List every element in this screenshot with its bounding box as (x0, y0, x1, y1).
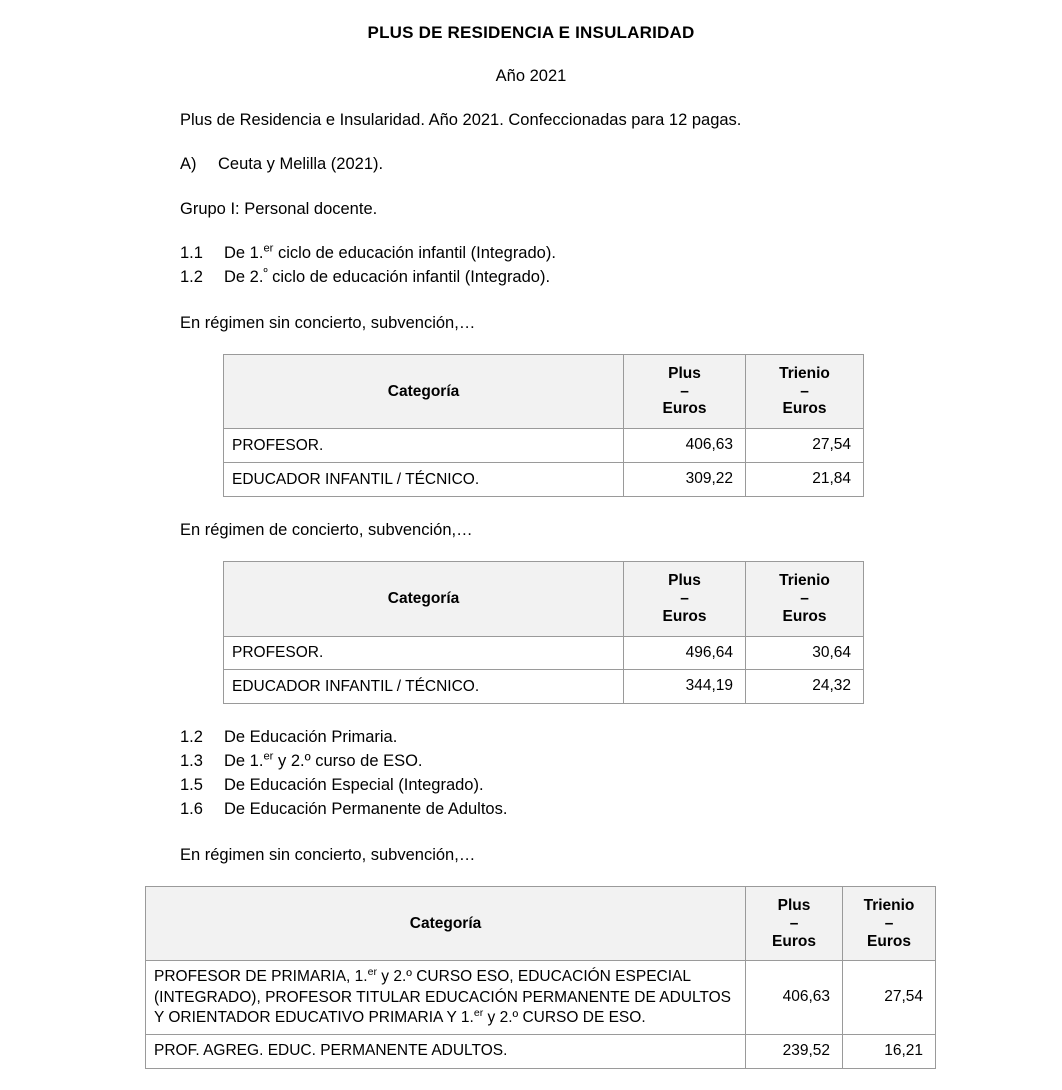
header-plus-label: Plus (777, 897, 811, 915)
header-euros: Euros (662, 400, 707, 418)
list-item (180, 242, 1062, 266)
table-row (224, 463, 864, 497)
cell-plus: 406,63 (624, 429, 746, 463)
list-item (180, 750, 1062, 774)
list-infantil (0, 242, 1062, 290)
table-row (146, 961, 936, 1034)
cell-text-part1: PROFESOR DE PRIMARIA, 1. (154, 968, 368, 986)
list-item-number: 1.2 (180, 267, 203, 286)
list-item-text-pre: De 2. (224, 267, 264, 286)
cell-text-part3: y 2.º CURSO DE ESO. (483, 1008, 646, 1026)
cell-categoria: PROFESOR. (224, 429, 624, 463)
table-sin-concierto-infantil (223, 354, 864, 497)
cell-trienio: 27,54 (843, 961, 936, 1034)
list-item-number: 1.6 (180, 800, 203, 819)
table-header-row (146, 887, 936, 961)
cell-categoria: EDUCADOR INFANTIL / TÉCNICO. (224, 463, 624, 497)
table-de-concierto-infantil (223, 561, 864, 704)
header-dash: – (680, 382, 689, 400)
table-row (224, 429, 864, 463)
table-row (224, 670, 864, 704)
group-heading: Grupo I: Personal docente. (180, 199, 378, 218)
header-dash: – (884, 915, 894, 933)
list-item-text-pre: De 1. (224, 752, 264, 771)
cell-trienio: 27,54 (746, 429, 864, 463)
cell-plus: 309,22 (624, 463, 746, 497)
header-dash: – (680, 590, 689, 608)
table-sin-concierto-primaria (145, 886, 936, 1069)
cell-plus: 344,19 (624, 670, 746, 704)
table-row (146, 1034, 936, 1068)
list-item-number: 1.5 (180, 776, 203, 795)
list-item-text-post: ciclo de educación infantil (Integrado). (273, 244, 556, 262)
list-item (180, 726, 1062, 750)
caption-sin-concierto-1: En régimen sin concierto, subvención,… (180, 313, 476, 332)
list-primaria (0, 726, 1062, 822)
list-item-text-post: y 2.º curso de ESO. (273, 752, 423, 771)
intro-paragraph: Plus de Residencia e Insularidad. Año 2021. Confeccionadas para 12 pagas. (180, 111, 742, 130)
list-item-number: 1.3 (180, 752, 203, 771)
table-row (224, 636, 864, 670)
header-plus (624, 355, 746, 429)
header-plus-label: Plus (668, 365, 701, 383)
list-item-number: 1.2 (180, 728, 203, 747)
cell-trienio: 24,32 (746, 670, 864, 704)
cell-categoria: PROF. AGREG. EDUC. PERMANENTE ADULTOS. (146, 1034, 746, 1068)
list-item-text-pre: De Educación Especial (Integrado). (224, 776, 484, 795)
cell-trienio: 21,84 (746, 463, 864, 497)
cell-sup-2: er (473, 1006, 484, 1019)
cell-sup-1: er (367, 966, 377, 979)
table-header-row (224, 355, 864, 429)
caption-de-concierto: En régimen de concierto, subvención,… (180, 521, 473, 540)
cell-trienio: 16,21 (843, 1034, 936, 1068)
header-dash: – (789, 915, 799, 933)
list-item (180, 798, 1062, 822)
header-euros: Euros (867, 932, 911, 950)
cell-plus: 239,52 (746, 1034, 843, 1068)
section-a-label: A) (180, 155, 197, 174)
header-plus (624, 562, 746, 636)
cell-categoria: PROFESOR. (224, 636, 624, 670)
cell-plus: 496,64 (624, 636, 746, 670)
header-trienio (746, 562, 864, 636)
header-categoria: Categoría (146, 887, 746, 961)
list-item (180, 266, 1062, 290)
list-item-sup: º (263, 266, 268, 279)
header-trienio (746, 355, 864, 429)
header-trienio-label: Trienio (863, 897, 915, 915)
page-title: PLUS DE RESIDENCIA E INSULARIDAD (367, 23, 695, 42)
header-euros: Euros (782, 400, 827, 418)
header-trienio-label: Trienio (779, 365, 830, 383)
header-categoria: Categoría (224, 355, 624, 429)
cell-plus: 406,63 (746, 961, 843, 1034)
header-dash: – (800, 590, 809, 608)
list-item-sup: er (263, 750, 274, 763)
header-plus-label: Plus (668, 572, 701, 590)
header-euros: Euros (772, 932, 816, 950)
table-header-row (224, 562, 864, 636)
list-item-text-pre: De Educación Permanente de Adultos. (224, 800, 508, 819)
list-item-text-pre: De 1. (224, 244, 264, 262)
cell-trienio: 30,64 (746, 636, 864, 670)
caption-sin-concierto-2: En régimen sin concierto, subvención,… (180, 846, 476, 865)
list-item-text-pre: De Educación Primaria. (224, 728, 398, 747)
header-trienio-label: Trienio (779, 572, 830, 590)
section-a (0, 153, 1062, 175)
header-dash: – (800, 382, 809, 400)
list-item-sup: er (263, 242, 274, 255)
cell-categoria (146, 961, 746, 1034)
header-plus (746, 887, 843, 961)
header-euros: Euros (662, 607, 707, 625)
header-categoria: Categoría (224, 562, 624, 636)
cell-categoria: EDUCADOR INFANTIL / TÉCNICO. (224, 670, 624, 704)
page-subtitle: Año 2021 (495, 66, 567, 85)
header-euros: Euros (782, 607, 827, 625)
list-item-text-post: ciclo de educación infantil (Integrado). (267, 267, 551, 286)
cell-text-part2: y 2.º CURSO ESO, EDUCACIÓN ESPECIAL (INTEGRADO), PROFESOR TITULAR EDUCACIÓN PERMANENTE DE ADULTOS Y ORIENTADOR EDUCATIVO PRIMARIA Y 1. (154, 968, 732, 1026)
list-item (180, 774, 1062, 798)
header-trienio (843, 887, 936, 961)
list-item-number: 1.1 (180, 244, 203, 262)
section-a-text: Ceuta y Melilla (2021). (218, 155, 384, 174)
